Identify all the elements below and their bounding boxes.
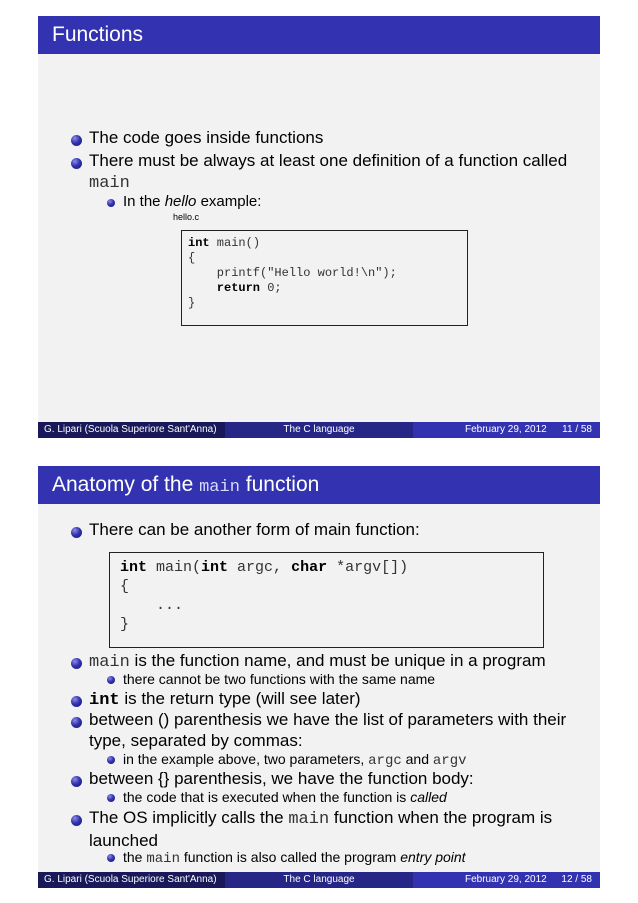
code-block: [181, 230, 468, 326]
footer-page: 11 / 58: [562, 424, 592, 435]
slide-anatomy-main: [38, 466, 600, 888]
bullet-text: main is the function name, and must be unique in a program: [89, 651, 546, 672]
footer-author: G. Lipari (Scuola Superiore Sant'Anna): [44, 424, 217, 435]
code-line: }: [120, 616, 130, 633]
sub-bullet-icon: [107, 676, 115, 684]
bullet-icon: [71, 658, 82, 669]
bullet-icon: [71, 527, 82, 538]
bullet-text: There can be another form of main function:: [89, 520, 420, 539]
sub-bullet-icon: [107, 199, 115, 207]
code-line: return 0;: [188, 281, 282, 295]
sub-bullet-text: the main function is also called the program entry point: [123, 849, 466, 867]
footer-course: The C language: [283, 424, 355, 435]
slide-title: Anatomy of the main function: [52, 473, 320, 497]
footer: [38, 422, 600, 438]
footer-course: The C language: [283, 874, 355, 885]
bullet-text: between {} parenthesis, we have the function body:: [89, 769, 474, 788]
sub-bullet-icon: [107, 756, 115, 764]
sub-bullet-icon: [107, 854, 115, 862]
code-line: }: [188, 296, 196, 310]
slide-functions: [38, 16, 600, 438]
bullet-icon: [71, 135, 82, 146]
code-line: printf("Hello world!\n");: [188, 266, 397, 280]
bullet-icon: [71, 158, 82, 169]
bullet-text: The OS implicitly calls the main function when the program is launched: [89, 808, 553, 850]
code-block: [109, 552, 544, 648]
bullet-text: The code goes inside functions: [89, 128, 324, 147]
sub-bullet-text: there cannot be two functions with the same name: [123, 671, 436, 687]
sub-bullet-text: in the example above, two parameters, argc and argv: [123, 751, 467, 769]
footer: [38, 872, 600, 888]
title-bar: [38, 16, 600, 54]
bullet-text: between () parenthesis we have the list of parameters with their type, separated by commas:: [89, 710, 567, 750]
bullet-text: There must be always at least one definition of a function called main: [89, 151, 568, 193]
bullet-text: int is the return type (will see later): [89, 689, 361, 710]
code-line: {: [188, 251, 196, 265]
footer-date: February 29, 2012: [465, 874, 547, 885]
title-bar: [38, 466, 600, 504]
sub-bullet-text: the code that is executed when the function is called: [123, 789, 447, 805]
bullet-icon: [71, 776, 82, 787]
code-line: int main(): [188, 236, 261, 250]
sub-bullet-text: In the hello example:: [123, 193, 262, 210]
bullet-icon: [71, 717, 82, 728]
code-line: ...: [120, 597, 184, 614]
code-caption: hello.c: [173, 212, 200, 222]
footer-author: G. Lipari (Scuola Superiore Sant'Anna): [44, 874, 217, 885]
bullet-icon: [71, 696, 82, 707]
code-line: {: [120, 578, 130, 595]
slide-title: Functions: [52, 23, 144, 46]
code-line: int main(int argc, char *argv[]): [120, 559, 409, 576]
bullet-icon: [71, 815, 82, 826]
sub-bullet-icon: [107, 794, 115, 802]
footer-date: February 29, 2012: [465, 424, 547, 435]
footer-page: 12 / 58: [561, 874, 592, 885]
